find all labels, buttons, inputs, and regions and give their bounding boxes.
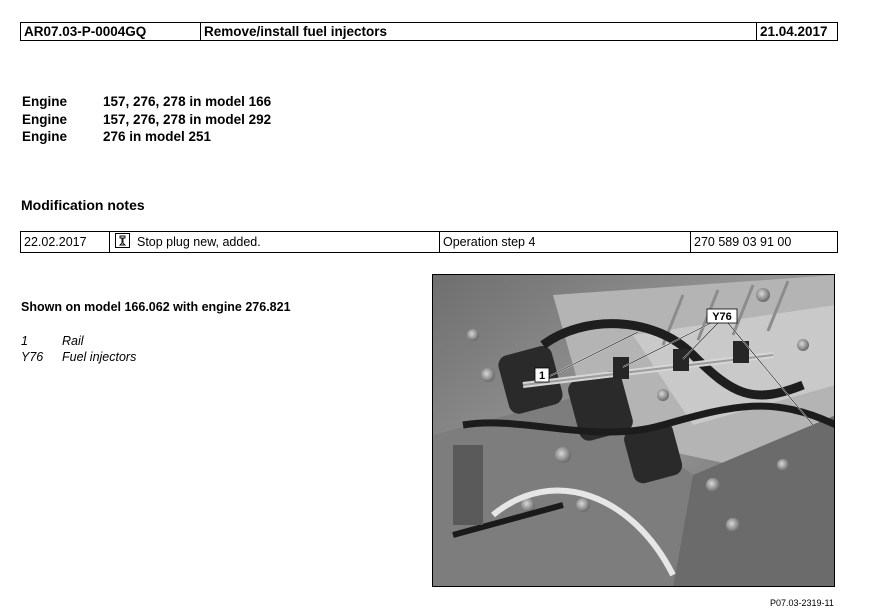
engine-row <box>22 128 271 146</box>
engine-photo-illustration <box>433 275 835 587</box>
legend-item <box>21 333 136 349</box>
figure-legend <box>21 333 136 365</box>
engine-list <box>22 93 271 146</box>
part-number: 270 589 03 91 00 <box>694 235 792 249</box>
modification-date: 22.02.2017 <box>21 232 110 252</box>
legend-key: Y76 <box>21 350 44 364</box>
engine-row <box>22 111 271 129</box>
modification-notes-table <box>20 231 838 253</box>
modification-note: Stop plug new, added. <box>137 235 261 249</box>
figure-code: P07.03-2319-11 <box>770 598 834 608</box>
legend-item <box>21 349 136 365</box>
engine-value: 157, 276, 278 in model 166 <box>103 94 272 109</box>
engine-label: Engine <box>22 111 68 127</box>
tool-icon <box>115 233 130 248</box>
operation-step: Operation step 4 <box>440 232 691 252</box>
engine-value: 276 in model 251 <box>103 129 212 144</box>
modification-note-cell <box>110 232 440 252</box>
callout-label: 1 <box>538 370 546 382</box>
document-title: Remove/install fuel injectors <box>201 23 757 40</box>
legend-key: 1 <box>21 334 28 348</box>
engine-label: Engine <box>22 94 68 109</box>
engine-row <box>22 93 271 111</box>
engine-label: Engine <box>22 129 68 144</box>
callout-label: Y76 <box>712 311 732 323</box>
document-header <box>20 22 838 41</box>
document-date: 21.04.2017 <box>760 24 828 39</box>
engine-value: 157, 276, 278 in model 292 <box>103 111 272 127</box>
figure-caption: Shown on model 166.062 with engine 276.821 <box>21 300 291 314</box>
modification-notes-heading: Modification notes <box>21 197 145 213</box>
engine-photo <box>432 274 835 587</box>
legend-text: Fuel injectors <box>62 350 137 364</box>
legend-text: Rail <box>62 334 84 348</box>
document-number: AR07.03-P-0004GQ <box>21 23 201 40</box>
